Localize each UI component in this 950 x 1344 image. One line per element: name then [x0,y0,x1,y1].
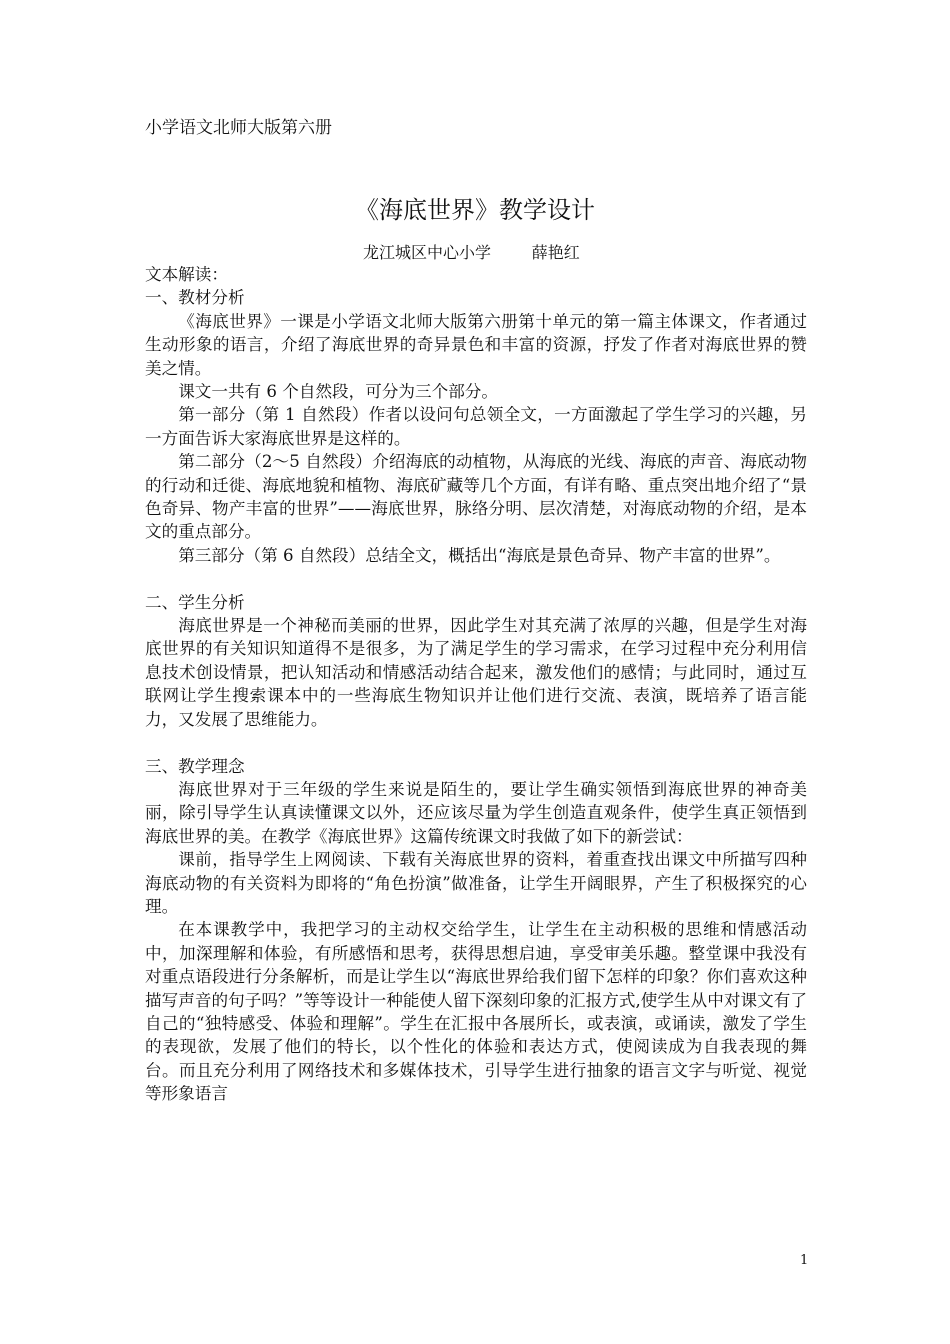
paragraph: 课文一共有 6 个自然段，可分为三个部分。 [178,382,498,402]
paragraph: 第三部分（第 6 自然段）总结全文，概括出“海底是景色奇异、物产丰富的世界”。 [178,545,781,565]
author-name: 薛艳红 [531,243,580,262]
section-heading-philosophy: 三、教学理念 [145,756,245,776]
textbook-series-label: 小学语文北师大版第六册 [145,118,332,138]
paragraph: 第二部分（2～5 自然段）介绍海底的动植物，从海底的光线、海底的声音、海底动物的行动和迁徙、海底地貌和植物、海底矿藏等几个方面，有详有略、重点突出地介绍了“景色奇异、物产丰富的世界”——海底世界，脉络分明、层次清楚，对海底动物的介绍，是本文的重点部分。 [145,452,807,542]
paragraph: 《海底世界》一课是小学语文北师大版第六册第十单元的第一篇主体课文，作者通过生动形象的语言，介绍了海底世界的奇异景色和丰富的资源，抒发了作者对海底世界的赞美之情。 [145,311,807,378]
paragraph: 海底世界对于三年级的学生来说是陌生的，要让学生确实领悟到海底世界的神奇美丽，除引导学生认真读懂课文以外，还应该尽量为学生创造直观条件，使学生真正领悟到海底世界的美。在教学《海底世界》这篇传统课文时我做了如下的新尝试： [145,779,807,846]
section-heading-students: 二、学生分析 [145,592,245,612]
paragraph-spacer [145,567,807,590]
paragraph: 课前，指导学生上网阅读、下载有关海底世界的资料，着重查找出课文中所描写四种海底动物的有关资料为即将的“角色扮演”做准备，让学生开阔眼界，产生了积极探究的心理。 [145,850,807,916]
text-reading-label: 文本解读： [145,265,228,284]
paragraph: 第一部分（第 1 自然段）作者以设问句总领全文，一方面激起了学生学习的兴趣，另一方面告诉大家海底世界是这样的。 [145,405,807,448]
author-school: 龙江城区中心小学 [363,243,492,262]
paragraph-spacer [145,731,807,754]
author-line [363,242,580,264]
section-heading-materials: 一、教材分析 [145,288,245,308]
document-title: 《海底世界》教学设计 [355,196,595,224]
document-body [145,263,807,1106]
paragraph: 在本课教学中，我把学习的主动权交给学生，让学生在主动积极的思维和情感活动中，加深理解和体验，有所感悟和思考，获得思想启迪，享受审美乐趣。整堂课中我没有对重点语段进行分条解析，而是让学生以“海底世界给我们留下怎样的印象？你们喜欢这种描写声音的句子吗？”等等设计一种能使人留下深刻印象的汇报方式,使学生从中对课文有了自己的“独特感受、体验和理解”。学生在汇报中各展所长，或表演，或诵读，激发了学生的表现欲，发展了他们的特长，以个性化的体验和表达方式，使阅读成为自我表现的舞台。而且充分利用了网络技术和多媒体技术，引导学生进行抽象的语言文字与听觉、视觉等形象语言 [145,920,807,1104]
paragraph: 海底世界是一个神秘而美丽的世界，因此学生对其充满了浓厚的兴趣，但是学生对海底世界的有关知识知道得不是很多，为了满足学生的学习需求，在学习过程中充分利用信息技术创设情景，把认知活动和情感活动结合起来，激发他们的感情；与此同时，通过互联网让学生搜索课本中的一些海底生物知识并让他们进行交流、表演，既培养了语言能力，又发展了思维能力。 [145,616,807,729]
page-number: 1 [800,1253,809,1268]
